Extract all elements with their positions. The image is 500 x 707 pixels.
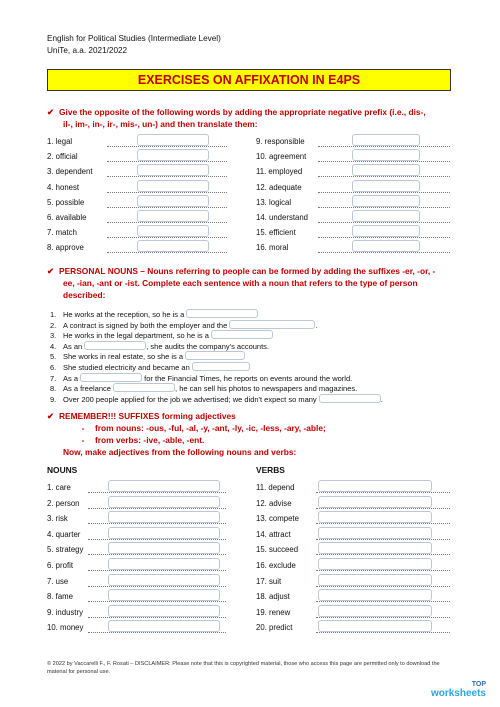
answer-field[interactable]	[318, 511, 432, 523]
answer-field[interactable]	[318, 574, 432, 586]
word-label: 10. money	[47, 623, 84, 633]
answer-field[interactable]	[137, 240, 209, 252]
sentence-row	[50, 320, 317, 331]
answer-field[interactable]	[108, 527, 220, 539]
sentence-row	[50, 383, 357, 394]
word-label: 19. renew	[256, 607, 291, 617]
answer-field[interactable]	[319, 394, 381, 403]
word-label: 4. honest	[47, 182, 80, 192]
word-label: 17. suit	[256, 576, 282, 586]
exercise-1-instructions: ✔ Give the opposite of the following words by adding the appropriate negative prefix (i.e., dis-, il-, im-, in-, ir-, mis-, un-) and then translate them:	[47, 107, 426, 129]
answer-field[interactable]	[318, 620, 432, 632]
sentence-number: 3.	[50, 331, 57, 341]
word-label: 16. moral	[256, 243, 289, 253]
word-label: 7. match	[47, 228, 77, 238]
sentence-text: .	[380, 394, 383, 404]
sentence-text: , she audits the company's accounts.	[146, 341, 270, 351]
answer-field[interactable]	[318, 558, 432, 570]
answer-field[interactable]	[108, 574, 220, 586]
answer-field[interactable]	[137, 195, 209, 207]
sentence-text: .	[315, 320, 318, 330]
word-label: 6. available	[47, 213, 87, 222]
word-label: 14. understand	[256, 213, 309, 222]
sentence-row	[50, 341, 269, 352]
answer-field[interactable]	[352, 149, 420, 161]
word-label: 3. risk	[47, 514, 68, 524]
answer-field[interactable]	[318, 605, 432, 617]
sentence-number: 7.	[50, 373, 57, 383]
answer-field[interactable]	[108, 496, 220, 508]
sentence-text: He works at the reception, so he is a	[63, 310, 187, 319]
answer-field[interactable]	[352, 134, 420, 146]
topworksheets-logo: TOP worksheets	[430, 681, 486, 699]
answer-field[interactable]	[84, 341, 146, 350]
word-label: 1. care	[47, 483, 71, 492]
answer-field[interactable]	[352, 210, 420, 222]
word-label: 7. use	[47, 576, 69, 586]
word-label: 20. predict	[256, 623, 293, 633]
answer-field[interactable]	[318, 589, 432, 601]
answer-field[interactable]	[80, 373, 142, 382]
answer-field[interactable]	[211, 330, 273, 339]
sentence-number: 5.	[50, 352, 57, 362]
sentence-text: She works in real estate, so she is a	[63, 352, 186, 362]
checkmark-icon: ✔	[47, 107, 55, 117]
answer-field[interactable]	[318, 527, 432, 539]
word-label: 12. adequate	[256, 182, 302, 192]
word-label: 12. advise	[256, 498, 292, 508]
answer-field[interactable]	[137, 134, 209, 146]
answer-field[interactable]	[108, 542, 220, 554]
sentence-number: 9.	[50, 394, 57, 404]
answer-field[interactable]	[186, 309, 258, 318]
word-label: 18. adjust	[256, 592, 290, 602]
answer-field[interactable]	[113, 383, 175, 392]
sentence-row	[50, 309, 258, 320]
checkmark-icon: ✔	[47, 266, 55, 276]
sentence-text: , he can sell his photos to newspapers and magazines.	[175, 384, 358, 394]
answer-field[interactable]	[318, 480, 432, 492]
sentence-text: As an	[63, 341, 85, 351]
sentence-row	[50, 394, 383, 405]
sentence-number: 4.	[50, 341, 57, 351]
word-label: 14. attract	[256, 529, 291, 539]
word-label: 15. efficient	[256, 228, 296, 238]
sentence-text: As a freelance	[63, 384, 114, 394]
word-label: 5. strategy	[47, 545, 84, 555]
answer-field[interactable]	[108, 480, 220, 492]
word-label: 15. succeed	[256, 545, 299, 555]
word-label: 8. approve	[47, 243, 84, 253]
answer-field[interactable]	[108, 620, 220, 632]
word-label: 11. depend	[256, 483, 295, 492]
answer-field[interactable]	[108, 605, 220, 617]
word-label: 2. official	[47, 152, 78, 162]
answer-field[interactable]	[137, 149, 209, 161]
word-label: 8. fame	[47, 592, 74, 602]
word-label: 6. profit	[47, 561, 74, 570]
sentence-text: She studied electricity and became an	[63, 363, 192, 372]
answer-field[interactable]	[352, 195, 420, 207]
sentence-number: 1.	[50, 310, 57, 319]
sentence-text: Over 200 people applied for the job we advertised; we didn't expect so many	[63, 394, 319, 404]
answer-field[interactable]	[137, 164, 209, 176]
sentence-row	[50, 362, 250, 373]
answer-field[interactable]	[108, 511, 220, 523]
answer-field[interactable]	[229, 320, 318, 330]
answer-field[interactable]	[108, 558, 220, 570]
answer-field[interactable]	[108, 589, 220, 601]
verbs-heading: VERBS	[256, 465, 285, 475]
sentence-number: 2.	[50, 320, 57, 330]
sentence-number: 8.	[50, 384, 57, 394]
word-label: 3. dependent	[47, 167, 93, 177]
answer-field[interactable]	[318, 496, 432, 508]
sentence-text: A contract is signed by both the employer and the	[63, 320, 230, 330]
answer-field[interactable]	[137, 210, 209, 222]
word-label: 1. legal	[47, 137, 73, 146]
word-label: 5. possible	[47, 197, 85, 207]
answer-field[interactable]	[352, 240, 420, 252]
answer-field[interactable]	[137, 225, 209, 237]
sentence-text: for the Financial Times, he reports on events around the world.	[142, 373, 353, 383]
answer-field[interactable]	[192, 362, 250, 371]
word-label: 11. employed	[256, 167, 303, 177]
answer-field[interactable]	[318, 542, 432, 554]
word-label: 9. responsible	[256, 137, 305, 146]
word-label: 10. agreement	[256, 152, 307, 162]
word-label: 2. person	[47, 498, 80, 508]
sentence-text: He works in the legal department, so he is a	[63, 331, 211, 341]
exercise-3-instructions: ✔ REMEMBER!!! SUFFIXES forming adjectives - from nouns: -ous, -ful, -al, -y, -ant, -ly, -ic, -less, -ary, -able; - from verbs: -ive, -able, -ent. Now, make adjectives from the following nouns and verbs:	[47, 411, 326, 457]
exercise-2-instructions: ✔ PERSONAL NOUNS – Nouns referring to people can be formed by adding the suffixes -er, -or, - ee, -ian, -ant or -ist. Complete each sentence with a noun that refers to the type of person described:	[47, 266, 436, 300]
sentence-row	[50, 351, 245, 362]
academic-year: UniTe, a.a. 2021/2022	[47, 46, 128, 55]
course-title: English for Political Studies (Intermediate Level)	[47, 34, 221, 43]
copyright-disclaimer: © 2022 by Vaccarelli F., F. Rosati – DISCLAIMER: Please note that this is copyrighted material, those who access this page are permitted only to download the material for personal use.	[47, 661, 440, 675]
nouns-heading: NOUNS	[47, 465, 78, 475]
answer-field[interactable]	[352, 180, 420, 192]
checkmark-icon: ✔	[47, 411, 55, 421]
answer-field[interactable]	[137, 180, 209, 192]
answer-field[interactable]	[352, 225, 420, 237]
sentence-row	[50, 330, 273, 341]
word-label: 9. industry	[47, 607, 83, 617]
word-label: 4. quarter	[47, 529, 81, 539]
sentence-text: As a	[63, 373, 81, 383]
word-label: 16. exclude	[256, 561, 296, 570]
sentence-row	[50, 373, 352, 384]
page-title: EXERCISES ON AFFIXATION IN E4PS	[47, 69, 451, 91]
sentence-number: 6.	[50, 363, 57, 372]
word-label: 13. logical	[256, 197, 292, 207]
answer-field[interactable]	[352, 164, 420, 176]
answer-field[interactable]	[185, 351, 245, 360]
word-label: 13. compete	[256, 514, 299, 524]
